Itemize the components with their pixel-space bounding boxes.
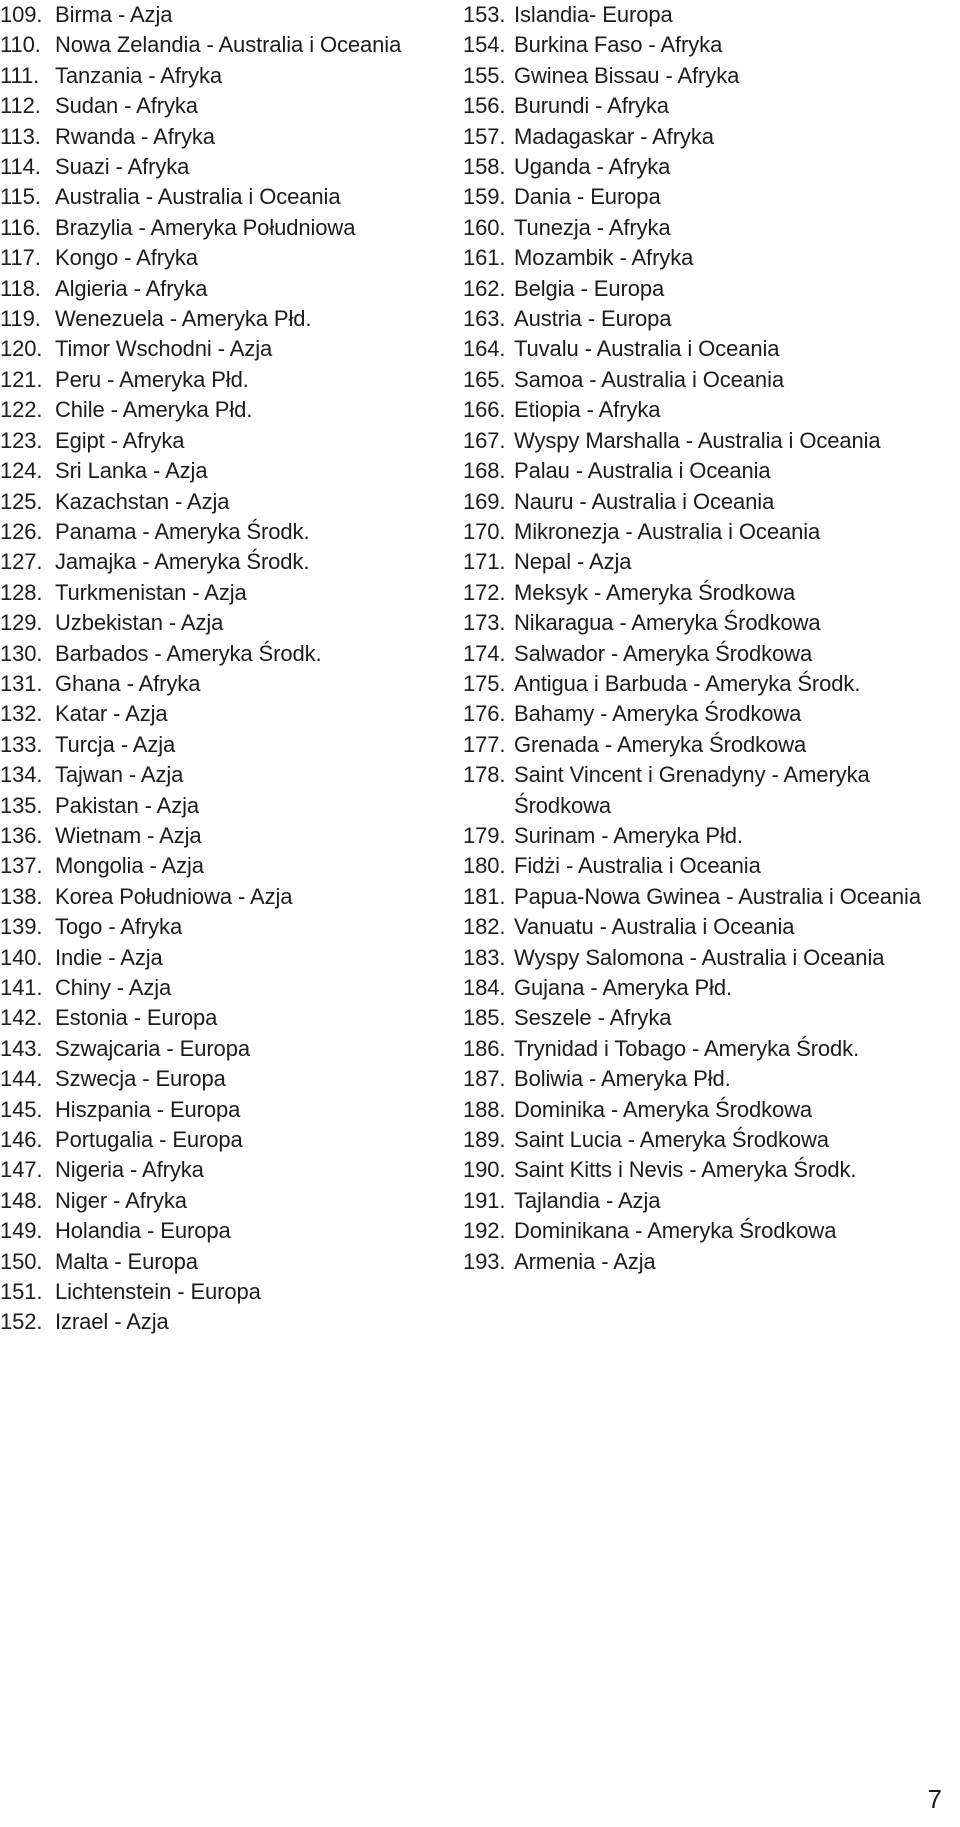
- country-entry: [0, 943, 445, 973]
- entry-number: 124.: [0, 458, 43, 484]
- entry-number: 170.: [463, 518, 506, 544]
- entry-number: 140.: [0, 944, 43, 970]
- entry-number: 120.: [0, 336, 43, 362]
- entry-text: Nikaragua - Ameryka Środkowa: [514, 610, 821, 636]
- entry-text: Panama - Ameryka Środk.: [55, 518, 310, 544]
- country-entry: [463, 547, 923, 577]
- entry-number: 125.: [0, 488, 43, 514]
- country-entry: [463, 943, 923, 973]
- entry-number: 138.: [0, 883, 43, 909]
- country-entry: [463, 1155, 923, 1185]
- entry-text: Madagaskar - Afryka: [514, 123, 714, 149]
- entry-number: 126.: [0, 518, 43, 544]
- entry-number: 159.: [463, 184, 506, 210]
- entry-number: 160.: [463, 214, 506, 240]
- entry-text: Algieria - Afryka: [55, 275, 208, 301]
- entry-number: 172.: [463, 579, 506, 605]
- entry-text: Uganda - Afryka: [514, 154, 671, 180]
- country-entry: [0, 426, 445, 456]
- entry-number: 148.: [0, 1187, 43, 1213]
- country-entry: [0, 882, 445, 912]
- entry-text: Timor Wschodni - Azja: [55, 336, 273, 362]
- country-entry: [0, 1277, 445, 1307]
- entry-number: 130.: [0, 640, 43, 666]
- country-entry: [0, 791, 445, 821]
- entry-text: Wenezuela - Ameryka Płd.: [55, 306, 312, 332]
- entry-text: Chile - Ameryka Płd.: [55, 397, 253, 423]
- entry-number: 142.: [0, 1005, 43, 1031]
- entry-text: Estonia - Europa: [55, 1005, 218, 1031]
- entry-number: 174.: [463, 640, 506, 666]
- entry-number: 167.: [463, 427, 506, 453]
- entry-text: Australia - Australia i Oceania: [55, 184, 341, 210]
- country-entry: [463, 365, 923, 395]
- entry-number: 149.: [0, 1218, 43, 1244]
- entry-number: 183.: [463, 944, 506, 970]
- country-entry: [0, 973, 445, 1003]
- entry-number: 190.: [463, 1157, 506, 1183]
- entry-text: Ghana - Afryka: [55, 670, 201, 696]
- entry-number: 133.: [0, 731, 43, 757]
- country-entry: [463, 395, 923, 425]
- country-entry: [463, 91, 923, 121]
- country-entry: [463, 334, 923, 364]
- entry-text: Tuvalu - Australia i Oceania: [514, 336, 780, 362]
- entry-text: Wietnam - Azja: [55, 822, 202, 848]
- country-entry: [0, 699, 445, 729]
- entry-number: 182.: [463, 914, 506, 940]
- entry-number: 178.: [463, 762, 506, 788]
- entry-text: Kazachstan - Azja: [55, 488, 230, 514]
- entry-text: Brazylia - Ameryka Południowa: [55, 214, 356, 240]
- country-entry: [0, 1064, 445, 1094]
- entry-number: 192.: [463, 1218, 506, 1244]
- entry-number: 177.: [463, 731, 506, 757]
- entry-number: 145.: [0, 1096, 43, 1122]
- entry-text: Nowa Zelandia - Australia i Oceania: [55, 32, 402, 58]
- country-entry: [463, 274, 923, 304]
- entry-number: 156.: [463, 93, 506, 119]
- entry-number: 166.: [463, 397, 506, 423]
- entry-text: Chiny - Azja: [55, 975, 172, 1000]
- entry-text: Nigeria - Afryka: [55, 1157, 204, 1183]
- entry-number: 187.: [463, 1066, 506, 1092]
- country-entry: [0, 61, 445, 91]
- country-entry: [0, 365, 445, 395]
- entry-number: 117.: [0, 245, 41, 271]
- entry-text: Islandia- Europa: [514, 2, 673, 27]
- country-entry: [0, 91, 445, 121]
- entry-number: 113.: [0, 123, 41, 149]
- entry-number: 115.: [0, 184, 41, 210]
- country-entry: [0, 122, 445, 152]
- entry-number: 158.: [463, 154, 506, 180]
- entry-text: Tanzania - Afryka: [55, 62, 223, 88]
- country-entry: [0, 912, 445, 942]
- country-entry: [0, 395, 445, 425]
- entry-number: 176.: [463, 701, 506, 727]
- country-entry: [0, 0, 445, 30]
- entry-number: 162.: [463, 275, 506, 301]
- country-entry: [463, 152, 923, 182]
- entry-number: 180.: [463, 853, 506, 879]
- entry-text: Niger - Afryka: [55, 1187, 187, 1213]
- entry-text: Turkmenistan - Azja: [55, 579, 247, 605]
- entry-number: 110.: [0, 32, 41, 58]
- entry-text: Papua-Nowa Gwinea - Australia i Oceania: [514, 883, 921, 909]
- left-column-list: [0, 0, 445, 1338]
- entry-text: Nauru - Australia i Oceania: [514, 488, 775, 514]
- entry-text: Dominikana - Ameryka Środkowa: [514, 1218, 837, 1244]
- entry-text: Saint Kitts i Nevis - Ameryka Środk.: [514, 1157, 857, 1183]
- entry-text: Seszele - Afryka: [514, 1005, 672, 1031]
- entry-text: Saint Lucia - Ameryka Środkowa: [514, 1127, 829, 1153]
- entry-text: Belgia - Europa: [514, 275, 665, 301]
- entry-text: Rwanda - Afryka: [55, 123, 215, 149]
- entry-number: 161.: [463, 245, 506, 271]
- entry-text: Korea Południowa - Azja: [55, 883, 293, 909]
- entry-text: Wyspy Marshalla - Australia i Oceania: [514, 427, 881, 453]
- entry-number: 186.: [463, 1035, 506, 1061]
- entry-text: Wyspy Salomona - Australia i Oceania: [514, 944, 885, 970]
- entry-text: Katar - Azja: [55, 701, 168, 727]
- country-entry: [463, 882, 923, 912]
- entry-number: 131.: [0, 670, 43, 696]
- entry-text: Fidżi - Australia i Oceania: [514, 853, 761, 879]
- country-entry: [0, 1003, 445, 1033]
- country-entry: [463, 0, 923, 30]
- entry-number: 132.: [0, 701, 43, 727]
- entry-text: Vanuatu - Australia i Oceania: [514, 914, 795, 940]
- entry-number: 128.: [0, 579, 43, 605]
- country-entry: [463, 699, 923, 729]
- entry-text: Etiopia - Afryka: [514, 397, 661, 423]
- country-entry: [463, 243, 923, 273]
- entry-text: Szwecja - Europa: [55, 1066, 226, 1092]
- entry-text: Izrael - Azja: [55, 1309, 169, 1335]
- country-entry: [0, 821, 445, 851]
- country-entry: [0, 517, 445, 547]
- country-entry: [0, 1095, 445, 1125]
- country-entry: [0, 274, 445, 304]
- entry-text: Peru - Ameryka Płd.: [55, 366, 249, 392]
- entry-number: 189.: [463, 1127, 506, 1153]
- entry-number: 171.: [463, 549, 506, 575]
- country-entry: [463, 1064, 923, 1094]
- entry-text: Suazi - Afryka: [55, 154, 190, 180]
- country-entry: [0, 304, 445, 334]
- country-entry: [463, 122, 923, 152]
- entry-text: Egipt - Afryka: [55, 427, 185, 453]
- country-entry: [0, 1125, 445, 1155]
- entry-text: Uzbekistan - Azja: [55, 610, 224, 636]
- country-entry: [463, 456, 923, 486]
- entry-text: Salwador - Ameryka Środkowa: [514, 640, 813, 666]
- entry-number: 164.: [463, 336, 506, 362]
- country-entry: [0, 1155, 445, 1185]
- entry-number: 193.: [463, 1248, 506, 1274]
- entry-number: 154.: [463, 32, 506, 58]
- entry-text: Gujana - Ameryka Płd.: [514, 975, 732, 1000]
- entry-number: 112.: [0, 93, 41, 119]
- entry-text: Hiszpania - Europa: [55, 1096, 241, 1122]
- country-entry: [0, 334, 445, 364]
- entry-text: Saint Vincent i Grenadyny - Ameryka Środkowa: [514, 762, 870, 818]
- country-entry: [463, 973, 923, 1003]
- entry-number: 129.: [0, 610, 43, 636]
- entry-text: Burundi - Afryka: [514, 93, 669, 119]
- entry-number: 121.: [0, 366, 43, 392]
- country-entry: [0, 547, 445, 577]
- entry-text: Portugalia - Europa: [55, 1127, 243, 1153]
- entry-number: 136.: [0, 822, 43, 848]
- entry-text: Tajwan - Azja: [55, 762, 184, 788]
- country-entry: [463, 517, 923, 547]
- country-entry: [0, 182, 445, 212]
- entry-text: Palau - Australia i Oceania: [514, 458, 771, 484]
- entry-number: 127.: [0, 549, 43, 575]
- country-entry: [463, 487, 923, 517]
- entry-number: 163.: [463, 306, 506, 332]
- country-entry: [0, 730, 445, 760]
- country-entry: [463, 1003, 923, 1033]
- entry-text: Trynidad i Tobago - Ameryka Środk.: [514, 1035, 860, 1061]
- country-entry: [0, 1034, 445, 1064]
- entry-number: 168.: [463, 458, 506, 484]
- entry-number: 188.: [463, 1096, 506, 1122]
- entry-number: 114.: [0, 154, 41, 180]
- entry-text: Nepal - Azja: [514, 549, 632, 575]
- entry-text: Austria - Europa: [514, 306, 672, 332]
- entry-text: Mozambik - Afryka: [514, 245, 694, 271]
- entry-text: Kongo - Afryka: [55, 245, 198, 271]
- entry-text: Armenia - Azja: [514, 1248, 656, 1274]
- entry-number: 153.: [463, 2, 506, 27]
- entry-text: Indie - Azja: [55, 944, 163, 970]
- country-entry: [0, 152, 445, 182]
- country-entry: [463, 1247, 923, 1277]
- country-entry: [0, 578, 445, 608]
- country-entry: [463, 578, 923, 608]
- entry-text: Bahamy - Ameryka Środkowa: [514, 701, 802, 727]
- country-entry: [463, 1125, 923, 1155]
- country-entry: [0, 760, 445, 790]
- entry-text: Grenada - Ameryka Środkowa: [514, 731, 807, 757]
- entry-text: Burkina Faso - Afryka: [514, 32, 723, 58]
- entry-number: 155.: [463, 62, 506, 88]
- country-entry: [463, 851, 923, 881]
- entry-text: Gwinea Bissau - Afryka: [514, 62, 740, 88]
- country-entry: [463, 182, 923, 212]
- country-entry: [0, 851, 445, 881]
- country-entry: [463, 1186, 923, 1216]
- entry-number: 173.: [463, 610, 506, 636]
- country-entry: [463, 61, 923, 91]
- entry-text: Turcja - Azja: [55, 731, 176, 757]
- entry-number: 144.: [0, 1066, 43, 1092]
- country-entry: [0, 1307, 445, 1337]
- entry-text: Dominika - Ameryka Środkowa: [514, 1096, 813, 1122]
- entry-text: Szwajcaria - Europa: [55, 1035, 250, 1061]
- page-number: 7: [927, 1784, 942, 1814]
- entry-text: Lichtenstein - Europa: [55, 1279, 261, 1305]
- entry-number: 143.: [0, 1035, 43, 1061]
- entry-number: 147.: [0, 1157, 43, 1183]
- entry-number: 179.: [463, 822, 506, 848]
- entry-number: 135.: [0, 792, 43, 818]
- country-entry: [0, 669, 445, 699]
- country-entry: [0, 487, 445, 517]
- country-entry: [0, 639, 445, 669]
- right-column-list: [463, 0, 923, 1277]
- country-entry: [463, 213, 923, 243]
- entry-text: Boliwia - Ameryka Płd.: [514, 1066, 731, 1092]
- country-entry: [463, 426, 923, 456]
- entry-number: 122.: [0, 397, 43, 423]
- entry-text: Holandia - Europa: [55, 1218, 231, 1244]
- entry-number: 116.: [0, 214, 41, 240]
- entry-number: 150.: [0, 1248, 43, 1274]
- entry-text: Surinam - Ameryka Płd.: [514, 822, 743, 848]
- entry-number: 109.: [0, 2, 43, 27]
- country-entry: [463, 730, 923, 760]
- country-entry: [0, 1247, 445, 1277]
- entry-number: 175.: [463, 670, 506, 696]
- entry-text: Meksyk - Ameryka Środkowa: [514, 579, 796, 605]
- entry-text: Sudan - Afryka: [55, 93, 198, 119]
- entry-number: 119.: [0, 306, 41, 332]
- country-entry: [0, 30, 445, 60]
- country-entry: [0, 608, 445, 638]
- country-entry: [463, 760, 923, 821]
- country-entry: [463, 30, 923, 60]
- entry-number: 165.: [463, 366, 506, 392]
- entry-text: Mikronezja - Australia i Oceania: [514, 518, 821, 544]
- country-entry: [463, 912, 923, 942]
- entry-number: 191.: [463, 1187, 506, 1213]
- entry-number: 169.: [463, 488, 506, 514]
- entry-number: 152.: [0, 1309, 43, 1335]
- country-entry: [463, 608, 923, 638]
- entry-text: Dania - Europa: [514, 184, 661, 210]
- country-entry: [0, 456, 445, 486]
- entry-text: Tunezja - Afryka: [514, 214, 671, 240]
- entry-number: 137.: [0, 853, 43, 879]
- entry-text: Malta - Europa: [55, 1248, 198, 1274]
- country-entry: [463, 1095, 923, 1125]
- entry-number: 151.: [0, 1279, 43, 1305]
- entry-number: 123.: [0, 427, 43, 453]
- country-entry: [463, 821, 923, 851]
- entry-text: Mongolia - Azja: [55, 853, 204, 879]
- entry-number: 111.: [0, 62, 40, 88]
- entry-number: 134.: [0, 762, 43, 788]
- entry-number: 185.: [463, 1005, 506, 1031]
- entry-text: Barbados - Ameryka Środk.: [55, 640, 322, 666]
- entry-text: Samoa - Australia i Oceania: [514, 366, 784, 392]
- entry-number: 139.: [0, 914, 43, 940]
- entry-text: Birma - Azja: [55, 2, 173, 27]
- entry-text: Tajlandia - Azja: [514, 1187, 661, 1213]
- country-entry: [463, 639, 923, 669]
- country-entry: [0, 1216, 445, 1246]
- country-entry: [0, 1186, 445, 1216]
- entry-number: 141.: [0, 975, 43, 1000]
- entry-number: 157.: [463, 123, 506, 149]
- entry-number: 118.: [0, 275, 41, 301]
- entry-text: Sri Lanka - Azja: [55, 458, 208, 484]
- entry-text: Antigua i Barbuda - Ameryka Środk.: [514, 670, 861, 696]
- country-entry: [463, 669, 923, 699]
- country-entry: [0, 213, 445, 243]
- country-entry: [463, 304, 923, 334]
- entry-number: 181.: [463, 883, 506, 909]
- country-entry: [463, 1034, 923, 1064]
- entry-number: 184.: [463, 975, 506, 1000]
- entry-text: Pakistan - Azja: [55, 792, 200, 818]
- country-entry: [463, 1216, 923, 1246]
- entry-number: 146.: [0, 1127, 43, 1153]
- entry-text: Togo - Afryka: [55, 914, 183, 940]
- country-entry: [0, 243, 445, 273]
- entry-text: Jamajka - Ameryka Środk.: [55, 549, 310, 575]
